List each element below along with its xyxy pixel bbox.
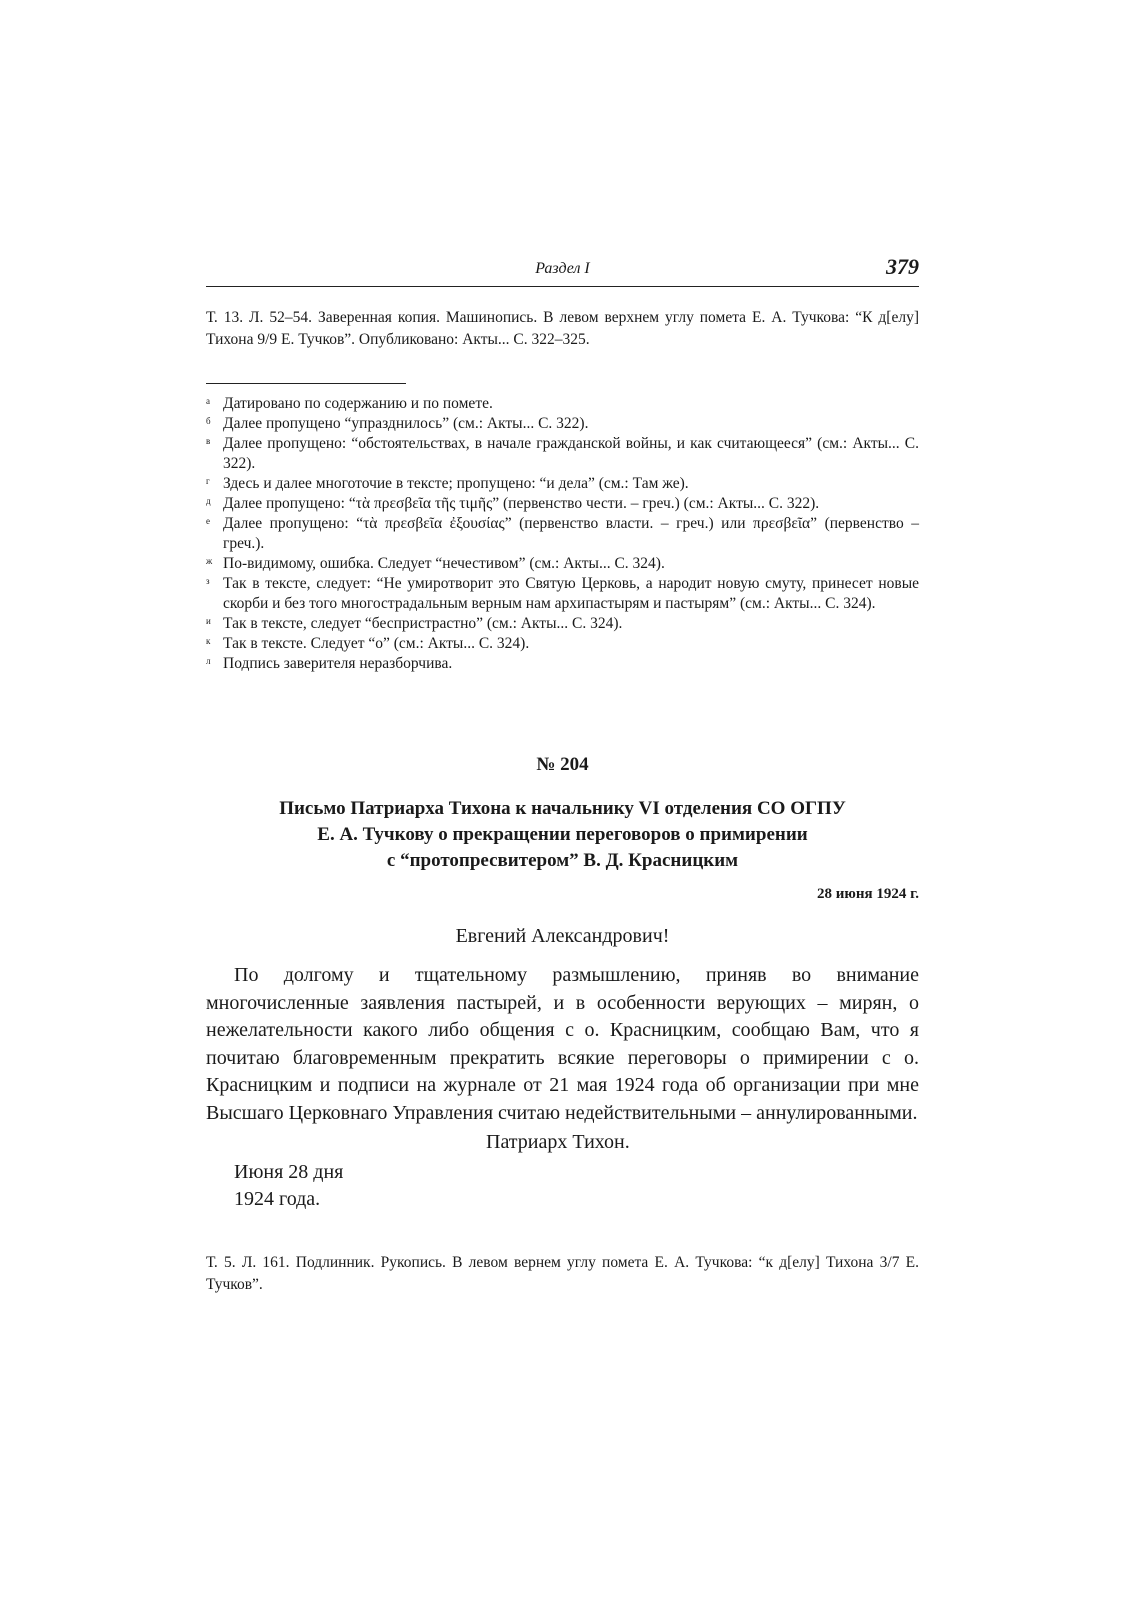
footnote-text: Так в тексте, следует: “Не умиротворит это Святую Церковь, а народит новую смуту, принесет новые скорби и без того многострадальным верным нам архипастырям и пастырям” (см.: Акты... С. 324). [223,575,919,612]
footnotes-list [206,394,919,674]
footnote-text: Здесь и далее многоточие в тексте; пропущено: “и дела” (см.: Там же). [223,475,689,492]
letter-date-line: 1924 года. [234,1188,321,1210]
footnote-divider [206,383,406,384]
footnote-mark: б [206,416,211,426]
footnote-text: Так в тексте, следует “беспристрастно” (см.: Акты... С. 324). [223,615,623,632]
letter-date-line: Июня 28 дня [234,1160,344,1183]
footnote-item [206,654,919,674]
footnote-text: Далее пропущено: “τὰ πρεσβεῖα ἐξουσίας” (первенство власти. – греч.) или πρεσβεῖα” (первенство – греч.). [223,515,919,552]
footnote-mark: д [206,496,211,506]
running-header [206,252,919,287]
book-page [206,252,919,1296]
document-title-line: Е. А. Тучкову о прекращении переговоров о примирении [317,824,808,845]
footnote-mark: г [206,476,210,486]
footnote-item [206,414,919,434]
source-note-top: Т. 13. Л. 52–54. Заверенная копия. Машинопись. В левом верхнем углу помета Е. А. Тучкова: “К д[елу] Тихона 9/9 Е. Тучков”. Опубликовано: Акты... С. 322–325. [206,309,919,348]
document-title [206,796,919,874]
footnote-item [206,614,919,634]
footnote-mark: к [206,636,211,646]
document-title-line: с “протопресвитером” В. Д. Красницким [386,850,739,871]
footnote-text: Так в тексте. Следует “о” (см.: Акты... С. 324). [223,635,530,652]
footnote-text: Подпись заверителя неразборчива. [223,655,453,672]
footnote-item [206,514,919,554]
footnote-text: Датировано по содержанию и по помете. [223,395,493,412]
footnote-item [206,474,919,494]
letter-salutation: Евгений Александрович! [455,925,670,947]
footnote-mark: е [206,516,210,526]
footnote-mark: л [206,656,211,666]
footnote-mark: ж [206,556,213,566]
document-title-line: Письмо Патриарха Тихона к начальнику VI отделения СО ОГПУ [279,798,846,819]
document-date: 28 июня 1924 г. [817,886,919,902]
footnote-mark: а [206,396,210,406]
letter-date-block [234,1159,919,1214]
footnote-text: Далее пропущено: “обстоятельствах, в начале гражданской войны, и как считающееся” (см.: Акты... С. 322). [223,435,919,472]
footnote-item [206,554,919,574]
footnote-item [206,434,919,474]
archive-note: Т. 5. Л. 161. Подлинник. Рукопись. В левом вернем углу помета Е. А. Тучкова: “к д[елу] Тихона 3/7 Е. Тучков”. [206,1253,919,1293]
footnote-text: По-видимому, ошибка. Следует “нечестивом” (см.: Акты... С. 324). [223,555,665,572]
footnote-text: Далее пропущено: “τὰ πρεσβεῖα τῆς τιμῆς” (первенство чести. – греч.) (см.: Акты... С. 322). [223,495,820,512]
letter-body: По долгому и тщательному размышлению, приняв во внимание многочисленные заявления пастырей, и в особенности верующих – мирян, о нежелательности какого либо общения с о. Красницким, сообщаю Вам, что я почитаю благовременным прекратить всякие переговоры о примирении с о. Красницким и подписи на журнале от 21 мая 1924 года об организации при мне Высшаго Церковнаго Управления считаю недействительными – аннулированными. [206,964,919,1124]
footnote-item [206,574,919,614]
footnote-mark: з [206,576,210,586]
page-number: 379 [886,254,919,279]
document-number: № 204 [536,754,589,775]
footnote-mark: в [206,436,211,446]
footnote-mark: и [206,616,211,626]
letter-signature: Патриарх Тихон. [486,1131,630,1153]
section-title: Раздел I [535,260,590,277]
footnote-item [206,394,919,414]
footnote-item [206,494,919,514]
footnote-text: Далее пропущено “упразднилось” (см.: Акты... С. 322). [223,415,589,432]
footnote-item [206,634,919,654]
